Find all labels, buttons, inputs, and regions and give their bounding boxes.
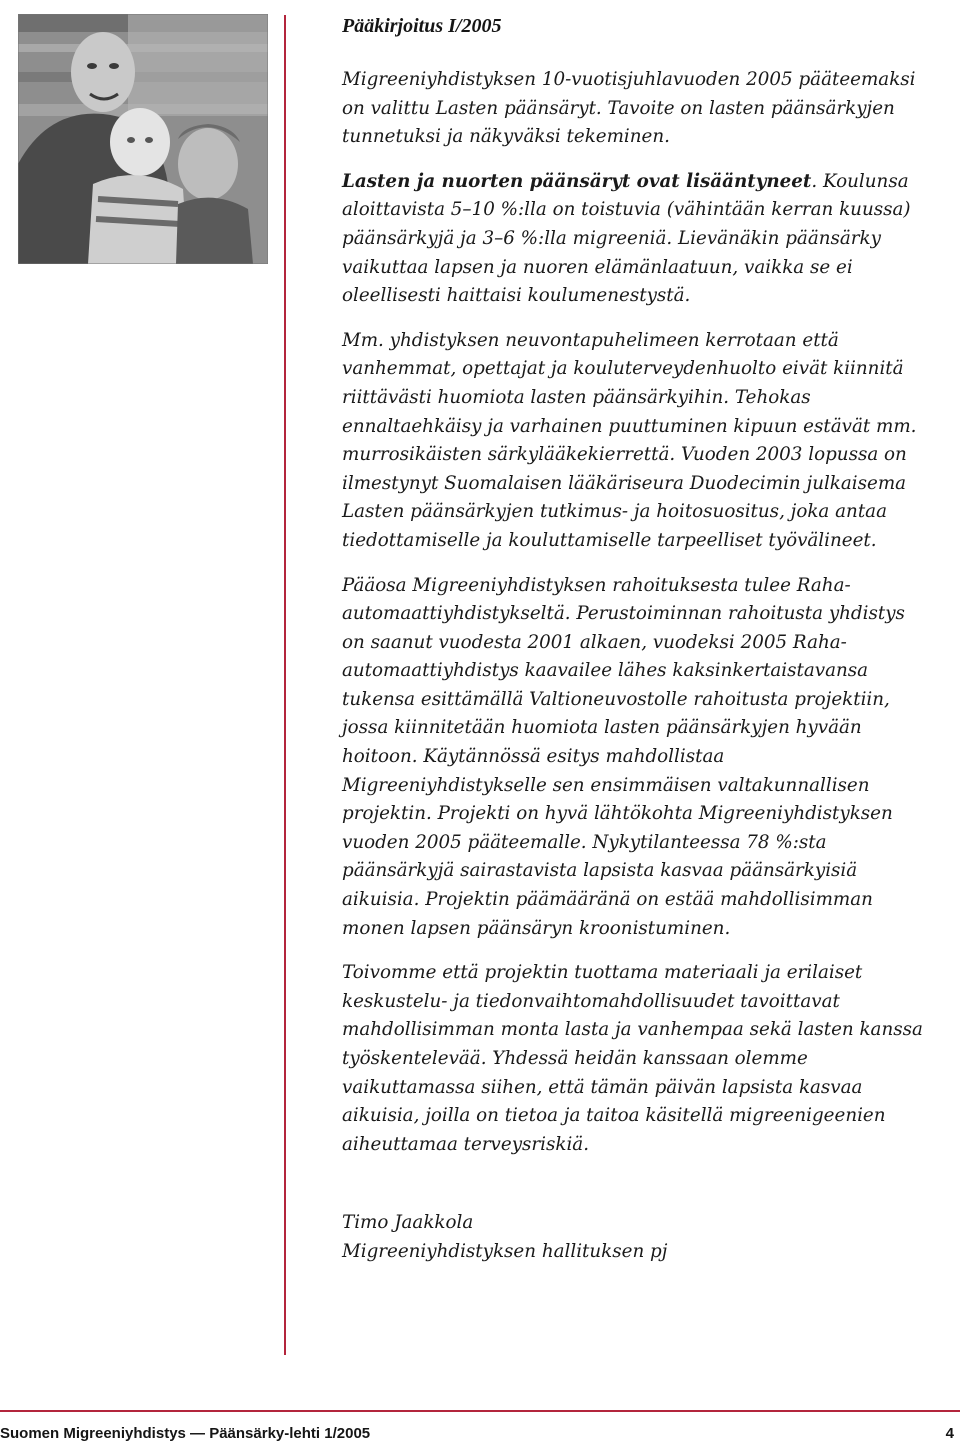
paragraph-text: . Koulunsa aloittavista 5–10 %:lla on toistuvia (vähintään kerran kuussa) päänsärkyjä ja 3–6 %:lla migreeniä. Lievänäkin päänsärky vaikuttaa lapsen ja nuoren elämänlaatuun, vaikka se ei oleellisesti haittaisi koulumenestystä. bbox=[342, 170, 911, 307]
signature-block bbox=[342, 1209, 932, 1266]
editorial-article bbox=[342, 12, 932, 1267]
paragraph-lead-bold: Lasten ja nuorten päänsäryt ovat lisääntyneet bbox=[342, 170, 812, 192]
signature-role: Migreeniyhdistyksen hallituksen pj bbox=[342, 1240, 668, 1262]
editorial-photo bbox=[18, 14, 268, 264]
family-photo-illustration bbox=[18, 14, 268, 264]
vertical-divider bbox=[284, 15, 286, 1355]
page-footer bbox=[0, 1410, 960, 1449]
article-paragraph bbox=[342, 959, 932, 1159]
article-paragraph bbox=[342, 327, 932, 556]
article-paragraph bbox=[342, 168, 932, 311]
paragraph-text: Toivomme että projektin tuottama materiaali ja erilaiset keskustelu- ja tiedonvaihtomahdollisuudet tavoittavat mahdollisimman monta lasta ja vanhempaa sekä lasten kanssa työskentelevää. Yhdessä heidän kanssaan olemme vaikuttamassa siihen, että tämän päivän lapsista kasvaa aikuisia, joilla on tietoa ja taitoa käsitellä migreenigeenien aiheuttamaa terveysriskiä. bbox=[342, 962, 923, 1155]
footer-publication: Suomen Migreeniyhdistys — Päänsärky-lehti 1/2005 bbox=[0, 1425, 371, 1442]
footer-divider bbox=[0, 1410, 960, 1412]
paragraph-text: Pääosa Migreeniyhdistyksen rahoituksesta tulee Raha-automaattiyhdistykseltä. Perustoiminnan rahoitusta yhdistys on saanut vuodesta 2001 alkaen, vuodeksi 2005 Raha-automaattiyhdistys kaavailee lähes kaksinkertaistavansa tukensa esittämällä Valtioneuvostolle rahoitusta projektiin, jossa kiinnitetään huomiota lasten päänsärkyjen hyvään hoitoon. Käytännössä esitys mahdollistaa Migreeniyhdistykselle sen ensimmäisen valtakunnallisen projektin. Projekti on hyvä lähtökohta Migreeniyhdistyksen vuoden 2005 pääteemalle. Nykytilanteessa 78 %:sta päänsärkyjä sairastavista lapsista kasvaa päänsärkyisiä aikuisia. Projektin päämääränä on estää mahdollisimman monen lapsen päänsäryn kroonistuminen. bbox=[342, 574, 905, 939]
page-number: 4 bbox=[945, 1425, 954, 1442]
paragraph-text: Mm. yhdistyksen neuvontapuhelimeen kerrotaan että vanhemmat, opettajat ja kouluterveydenhuolto eivät kiinnitä riittävästi huomiota lasten päänsärkyihin. Tehokas ennaltaehkäisy ja varhainen puuttuminen kipuun estävät mm. murrosikäisten särkylääkekierrettä. Vuoden 2003 lopussa on ilmestynyt Suomalaisen lääkäriseura Duodecimin julkaisema Lasten päänsärkyjen tutkimus- ja hoitosuositus, joka antaa tiedottamiselle ja kouluttamiselle tarpeelliset työvälineet. bbox=[342, 329, 917, 551]
article-paragraph bbox=[342, 66, 932, 152]
paragraph-text: Migreeniyhdistyksen 10-vuotisjuhlavuoden 2005 pääteemaksi on valittu Lasten päänsäryt. Tavoite on lasten päänsärkyjen tunnetuksi ja näkyväksi tekeminen. bbox=[342, 69, 916, 148]
signature-name: Timo Jaakkola bbox=[342, 1212, 474, 1234]
article-title: Pääkirjoitus I/2005 bbox=[342, 15, 502, 37]
article-body bbox=[342, 66, 932, 1159]
article-paragraph bbox=[342, 572, 932, 944]
